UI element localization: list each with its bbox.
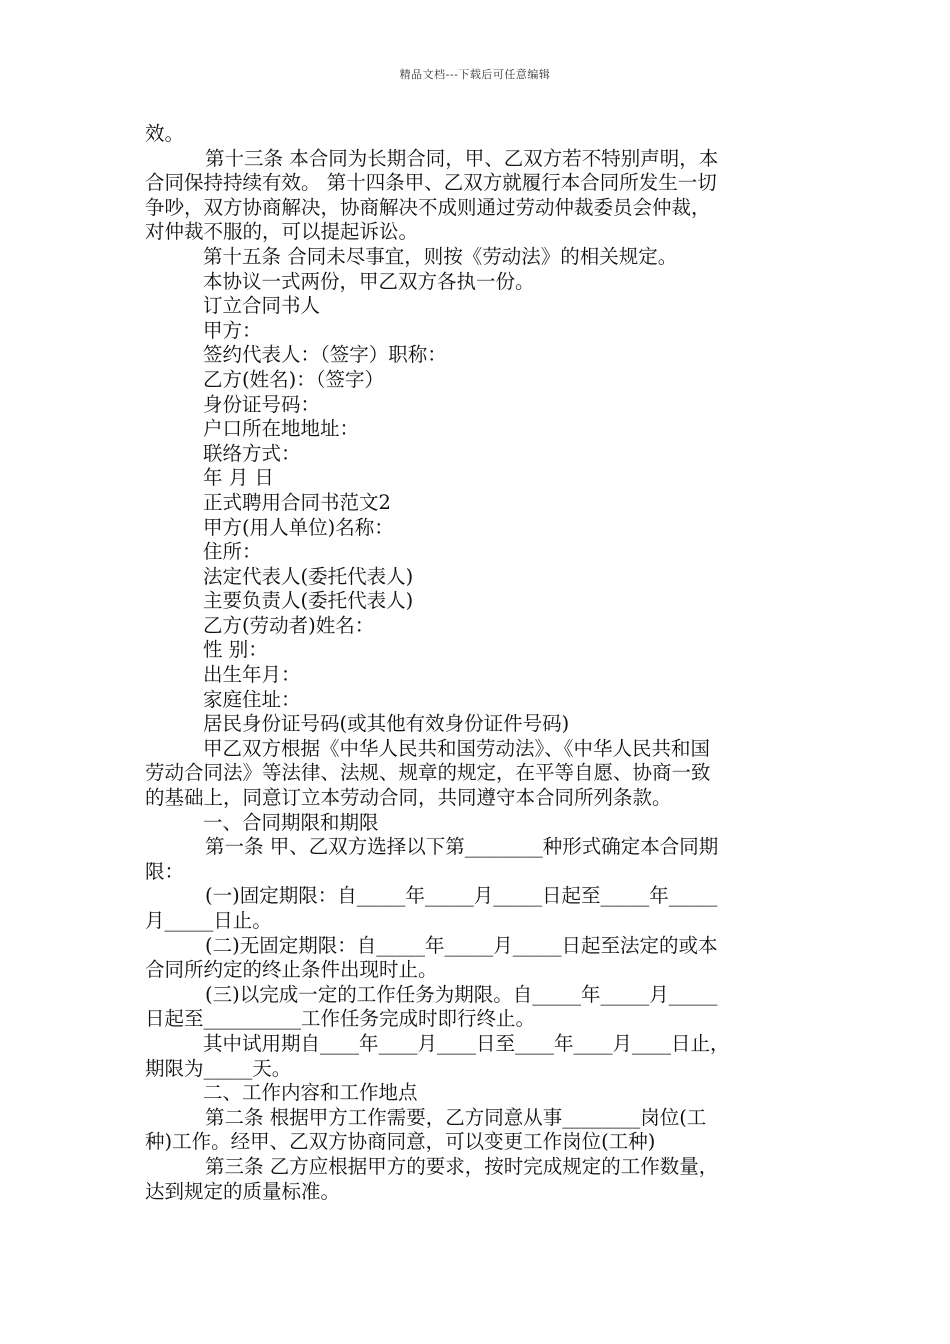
- text-line: 效。: [145, 122, 185, 145]
- text-line: 的基础上，同意订立本劳动合同，共同遵守本合同所列条款。: [145, 786, 672, 810]
- text-line: 第一条 甲、乙双方选择以下第________种形式确定本合同期: [205, 835, 719, 859]
- text-line: 第十三条 本合同为长期合同，甲、乙双方若不特别声明，本: [205, 146, 719, 170]
- text-line: 签约代表人：（签字）职称：: [203, 343, 447, 367]
- text-line: 住所：: [203, 540, 262, 564]
- text-line: 乙方(姓名)：（签字）: [203, 367, 384, 391]
- text-line: 第三条 乙方应根据甲方的要求，按时完成规定的工作数量，: [205, 1154, 719, 1178]
- text-line: 身份证号码：: [203, 392, 321, 416]
- text-line: (三)以完成一定的工作任务为期限。自_____年_____月_____: [205, 982, 718, 1006]
- text-line: 主要负责人(委托代表人): [203, 589, 414, 613]
- text-line: 合同保持持续有效。 第十四条甲、乙双方就履行本合同所发生一切: [145, 171, 717, 195]
- text-line: 甲方：: [203, 318, 262, 342]
- text-line: 种)工作。经甲、乙双方协商同意，可以变更工作岗位(工种): [145, 1130, 656, 1154]
- text-line: 日起至__________工作任务完成时即行终止。: [145, 1007, 536, 1031]
- text-line: 对仲裁不服的，可以提起诉讼。: [145, 220, 419, 244]
- text-line: 法定代表人(委托代表人): [203, 564, 414, 588]
- page-header: 精品文档---下载后可任意编辑: [399, 68, 551, 81]
- text-line: 乙方(劳动者)姓名：: [203, 613, 375, 637]
- text-line: 甲乙双方根据《中华人民共和国劳动法》、《中华人民共和国: [203, 736, 711, 760]
- document-body: [145, 122, 807, 1204]
- text-line: 第二条 根据甲方工作需要，乙方同意从事________岗位(工: [205, 1105, 707, 1129]
- text-line: 其中试用期自____年____月____日至____年____月____日止，: [203, 1031, 730, 1055]
- section-title: 正式聘用合同书范文2: [203, 490, 391, 514]
- text-line: 户口所在地地址：: [203, 417, 360, 441]
- text-line: 月_____日止。: [145, 909, 272, 932]
- text-line: 限：: [145, 859, 185, 883]
- text-line: 合同所约定的终止条件出现时止。: [145, 958, 438, 982]
- text-line: 本协议一式两份，甲乙双方各执一份。: [203, 269, 535, 293]
- text-line: 达到规定的质量标准。: [145, 1179, 341, 1203]
- text-line: 期限为_____天。: [145, 1056, 292, 1080]
- text-line: 订立合同书人: [203, 294, 321, 318]
- section-heading: 二、工作内容和工作地点: [203, 1081, 418, 1105]
- text-line: 家庭住址：: [203, 687, 301, 711]
- text-line: 争吵，双方协商解决，协商解决不成则通过劳动仲裁委员会仲裁，: [145, 195, 711, 219]
- text-line: 第十五条 合同未尽事宜，则按《劳动法》的相关规定。: [203, 244, 678, 268]
- text-line: (二)无固定期限：自_____年_____月_____日起至法定的或本: [205, 933, 718, 957]
- text-line: 劳动合同法》等法律、法规、规章的规定，在平等自愿、协商一致: [145, 761, 711, 785]
- text-line: 性 别：: [203, 638, 268, 662]
- text-line: (一)固定期限：自_____年_____月_____日起至_____年_____: [205, 884, 718, 908]
- text-line: 年 月 日: [203, 466, 274, 490]
- text-line: 联络方式：: [203, 441, 301, 465]
- section-heading: 一、合同期限和期限: [203, 810, 379, 834]
- text-line: 居民身份证号码(或其他有效身份证件号码): [203, 712, 570, 736]
- text-line: 出生年月：: [203, 663, 301, 687]
- text-line: 甲方(用人单位)名称：: [203, 515, 394, 539]
